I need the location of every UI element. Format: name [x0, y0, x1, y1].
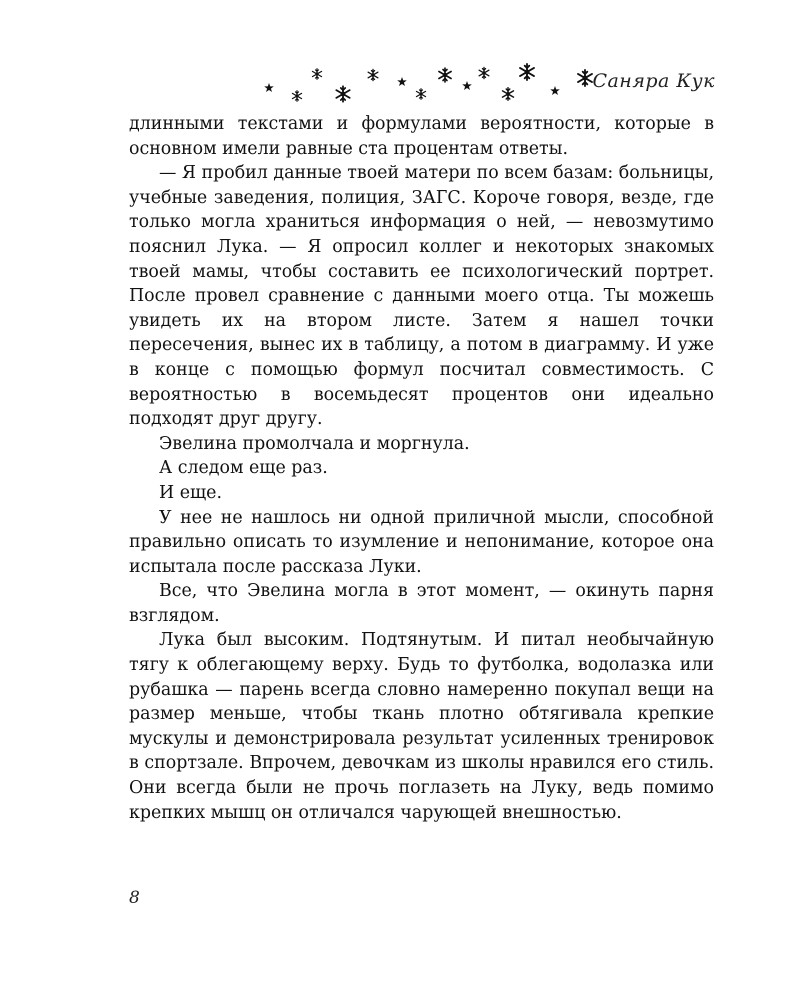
snowflake-icon	[578, 70, 592, 86]
author-name: Саняра Кук	[592, 70, 715, 92]
snowflake-icon	[439, 68, 451, 82]
paragraph: И еще.	[159, 482, 222, 503]
paragraph: Эвелина промолчала и моргнула.	[159, 433, 470, 454]
snowflake-icon	[479, 67, 489, 78]
paragraph: — Я пробил данные твоей матери по всем базам: больницы, учебные заведения, полиция, ЗАГС. Короче говоря, везде, где только могла храниться информация о ней, — невозмутимо пояснил Лука. — Я опросил коллег и некоторых знакомых твоей мамы, чтобы составить ее психологический портрет. После провел сравнение с данными моего отца. Ты можешь увидеть их на втором листе. Затем я нашел точки пересечения, вынес их в таблицу, а потом в диаграмму. И уже в конце с помощью формул посчитал совместимость. С вероятностью в восемьдесят процентов они идеально подходят друг другу.	[129, 163, 714, 430]
snowflake-icon	[368, 69, 378, 80]
snowflake-icon	[336, 86, 349, 101]
paragraph: длинными текстами и формулами вероятности, которые в основном имели равные ста процентам ответы.	[129, 114, 714, 159]
snowflake-ornament	[255, 58, 605, 108]
snowflake-icon	[264, 83, 274, 92]
snowflake-icon	[503, 88, 514, 101]
snowflake-icon	[416, 89, 425, 100]
paragraph: Лука был высоким. Подтянутым. И питал необычайную тягу к облегающему верху. Будь то футболка, водолазка или рубашка — парень всегда словно намеренно покупал вещи на размер меньше, чтобы ткань плотно обтягивала крепкие мускулы и демонстрировала результат усиленных тренировок в спортзале. Впрочем, девочкам из школы нравился его стиль. Они всегда были не прочь поглазеть на Луку, ведь помимо крепких мышц он отличался чарующей внешностью.	[129, 630, 714, 823]
page-number: 8	[129, 888, 140, 908]
snowflake-icon	[520, 64, 534, 80]
paragraph: У нее не нашлось ни одной приличной мысли, способной правильно описать то изумление и непонимание, которое она испытала после рассказа Луки.	[129, 507, 714, 577]
paragraph: А следом еще раз.	[159, 458, 328, 479]
snowflake-icon	[292, 91, 301, 102]
snowflake-icon	[550, 86, 560, 95]
snowflake-icon	[312, 69, 321, 80]
page-header	[255, 58, 715, 108]
snowflake-icon	[462, 81, 472, 90]
body-text	[129, 112, 714, 825]
paragraph: Все, что Эвелина могла в этот момент, — окинуть парня взглядом.	[129, 581, 714, 626]
snowflake-icon	[397, 77, 407, 86]
